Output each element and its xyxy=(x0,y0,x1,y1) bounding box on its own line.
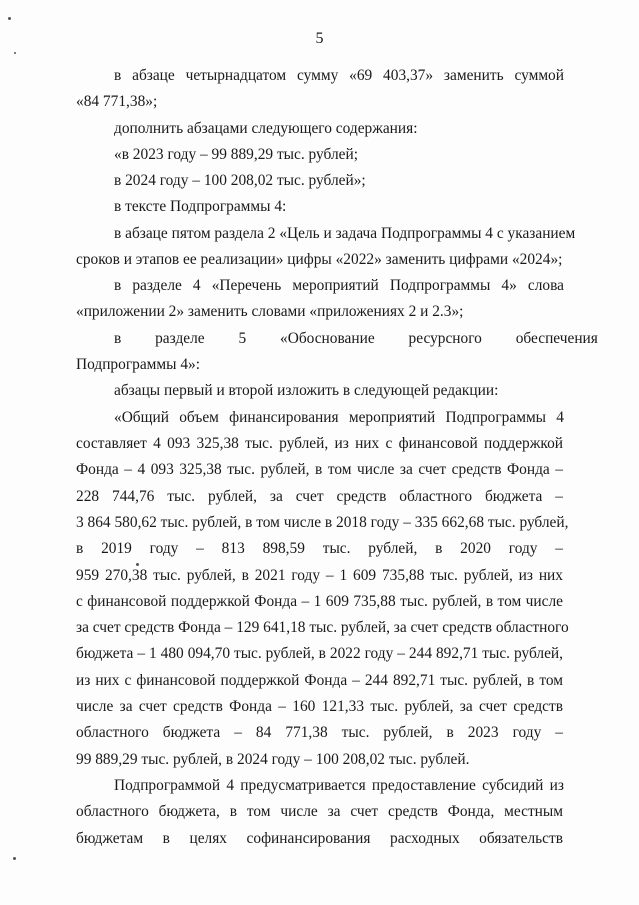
text-line: числе за счет средств Фонда – 160 121,33 тыс. рублей, за счет средств xyxy=(76,698,563,715)
text-line: с финансовой поддержкой Фонда – 1 609 735,88 тыс. рублей, в том числе xyxy=(76,593,563,610)
text-line: Подпрограммы 4»: xyxy=(76,356,200,373)
text-line: «в 2023 году – 99 889,29 тыс. рублей; xyxy=(114,146,358,163)
text-line: сроков и этапов ее реализации» цифры «2022» заменить цифрами «2024»; xyxy=(76,251,563,268)
text-line: 228 744,76 тыс. рублей, за счет средств областного бюджета – xyxy=(76,488,563,505)
text-line: Фонда – 4 093 325,38 тыс. рублей, в том числе за счет средств Фонда – xyxy=(76,461,563,478)
page-number: 5 xyxy=(315,30,324,47)
scan-speck xyxy=(136,563,139,566)
text-line: в тексте Подпрограммы 4: xyxy=(114,198,287,215)
text-line: областного бюджета – 84 771,38 тыс. рублей, в 2023 году – xyxy=(76,724,563,741)
text-line: бюджетам в целях софинансирования расходных обязательств xyxy=(76,830,563,847)
text-line: в абзаце четырнадцатом сумму «69 403,37» заменить суммой xyxy=(114,67,564,84)
text-line: из них с финансовой поддержкой Фонда – 244 892,71 тыс. рублей, в том xyxy=(76,672,563,689)
text-line: бюджета – 1 480 094,70 тыс. рублей, в 2022 году – 244 892,71 тыс. рублей, xyxy=(76,645,563,662)
scan-speck xyxy=(8,17,11,20)
text-line: составляет 4 093 325,38 тыс. рублей, из них с финансовой поддержкой xyxy=(76,435,563,452)
text-line: за счет средств Фонда – 129 641,18 тыс. рублей, за счет средств областного xyxy=(76,619,569,636)
text-line: 3 864 580,62 тыс. рублей, в том числе в 2018 году – 335 662,68 тыс. рублей, xyxy=(76,514,569,531)
scan-speck xyxy=(13,857,16,860)
text-line: в разделе 4 «Перечень мероприятий Подпрограммы 4» слова xyxy=(114,277,564,294)
scan-speck xyxy=(14,52,16,54)
text-line: абзацы первый и второй изложить в следующей редакции: xyxy=(114,382,499,399)
text-line: в 2019 году – 813 898,59 тыс. рублей, в 2020 году – xyxy=(76,540,563,557)
text-line: в 2024 году – 100 208,02 тыс. рублей»; xyxy=(114,172,366,189)
text-line: 959 270,38 тыс. рублей, в 2021 году – 1 609 735,88 тыс. рублей, из них xyxy=(76,567,563,584)
text-line: в разделе 5 «Обоснование ресурсного обеспечения xyxy=(114,330,598,347)
text-line: «84 771,38»; xyxy=(76,93,158,110)
text-line: «Общий объем финансирования мероприятий Подпрограммы 4 xyxy=(114,409,564,426)
text-line: Подпрограммой 4 предусматривается предоставление субсидий из xyxy=(114,777,564,794)
text-line: «приложении 2» заменить словами «приложениях 2 и 2.3»; xyxy=(76,303,464,320)
text-line: областного бюджета, в том числе за счет средств Фонда, местным xyxy=(76,803,563,820)
text-line: 99 889,29 тыс. рублей, в 2024 году – 100 208,02 тыс. рублей. xyxy=(76,751,470,768)
text-line: в абзаце пятом раздела 2 «Цель и задача Подпрограммы 4 с указанием xyxy=(114,225,576,242)
text-line: дополнить абзацами следующего содержания: xyxy=(114,120,418,137)
